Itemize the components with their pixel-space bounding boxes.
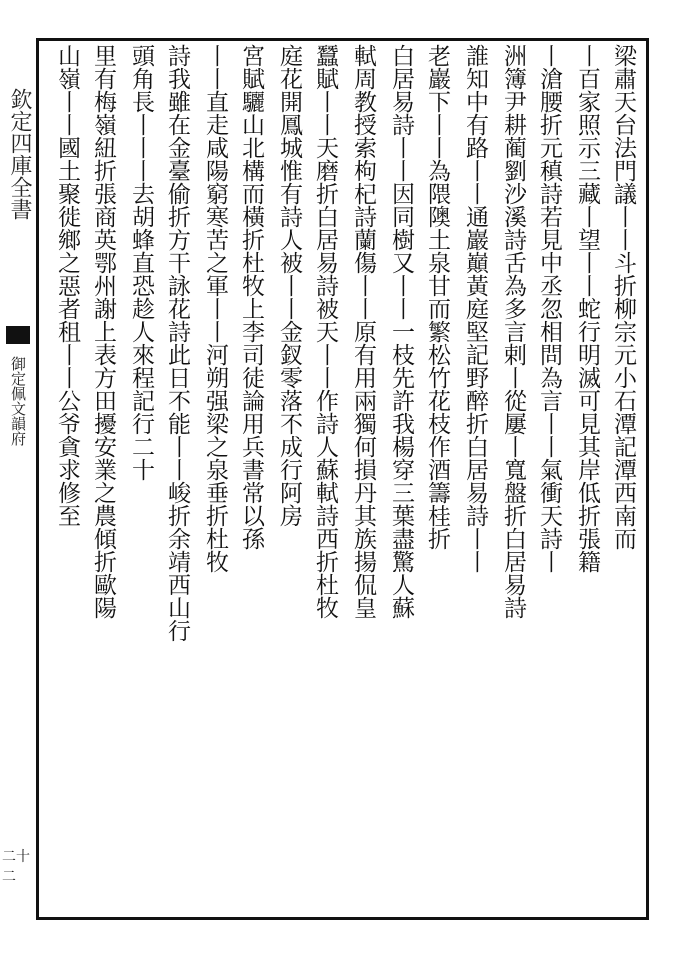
text-column-12: 丨丨直走咸陽窮寒苦之軍丨丨河朔强梁之泉垂折杜牧 bbox=[202, 44, 228, 573]
frame-right-rule bbox=[646, 38, 649, 920]
text-column-8: 軾周教授索枸杞詩蘭傷丨丨原有用兩獨何損丹其族揚侃皇 bbox=[350, 44, 376, 619]
text-column-15: 里有梅嶺紐折張商英鄂州謝上表方田擾安業之農傾折歐陽 bbox=[90, 44, 116, 619]
page-gutter bbox=[0, 38, 36, 920]
frame-top-rule bbox=[36, 38, 648, 41]
text-column-5: 誰知中有路丨丨通巖巔黃庭堅記野醉折白居易詩丨丨 bbox=[462, 44, 488, 573]
text-column-7: 白居易詩丨丨因同樹又丨丨一枝先許我楊穿三葉盡驚人蘇 bbox=[388, 44, 414, 619]
page-number: 二十二 bbox=[2, 849, 30, 885]
book-subtitle: 御定佩文韻府 bbox=[9, 356, 27, 446]
book-title: 欽定四庫全書 bbox=[7, 88, 32, 220]
text-column-13: 詩我雖在金臺偷折方干詠花詩此日不能丨丨峻折余靖西山行 bbox=[164, 44, 190, 642]
text-column-11: 宮賦驪山北構而橫折杜牧上李司徒論用兵書常以孫 bbox=[238, 44, 264, 550]
text-column-3: 丨滄腰折元稹詩若見中丞忽相問為言丨丨氣衝天詩丨 bbox=[536, 44, 562, 573]
fishtail-mark bbox=[6, 326, 30, 344]
text-column-6: 老巖下丨丨為隈隩土泉甘而繁松竹花枝作酒籌桂折 bbox=[424, 44, 450, 550]
text-column-9: 蠶賦丨丨天磨折白居易詩被天丨丨作詩人蘇軾詩西折杜牧 bbox=[312, 44, 338, 619]
frame-left-rule bbox=[36, 38, 39, 920]
text-column-14: 頭角長丨丨丨去胡蜂直恐趁人來程記行二十 bbox=[128, 44, 154, 481]
frame-bottom-rule bbox=[36, 917, 648, 920]
text-column-10: 庭花開鳳城惟有詩人被丨丨金釵零落不成行阿房 bbox=[276, 44, 302, 527]
text-column-2: 丨百家照示三藏丨望丨丨蛇行明滅可見其岸低折張籍 bbox=[574, 44, 600, 573]
text-column-16: 山嶺丨丨國土聚徙鄉之惡者租丨丨公爷貪求修至 bbox=[54, 44, 80, 527]
text-column-4: 洲簿尹耕蔺劉沙溪詩舌為多言剌丨從屢丨寬盤折白居易詩 bbox=[500, 44, 526, 619]
text-column-1: 梁肅天台法門議丨丨斗折柳宗元小石潭記潭西南而 bbox=[610, 44, 636, 550]
